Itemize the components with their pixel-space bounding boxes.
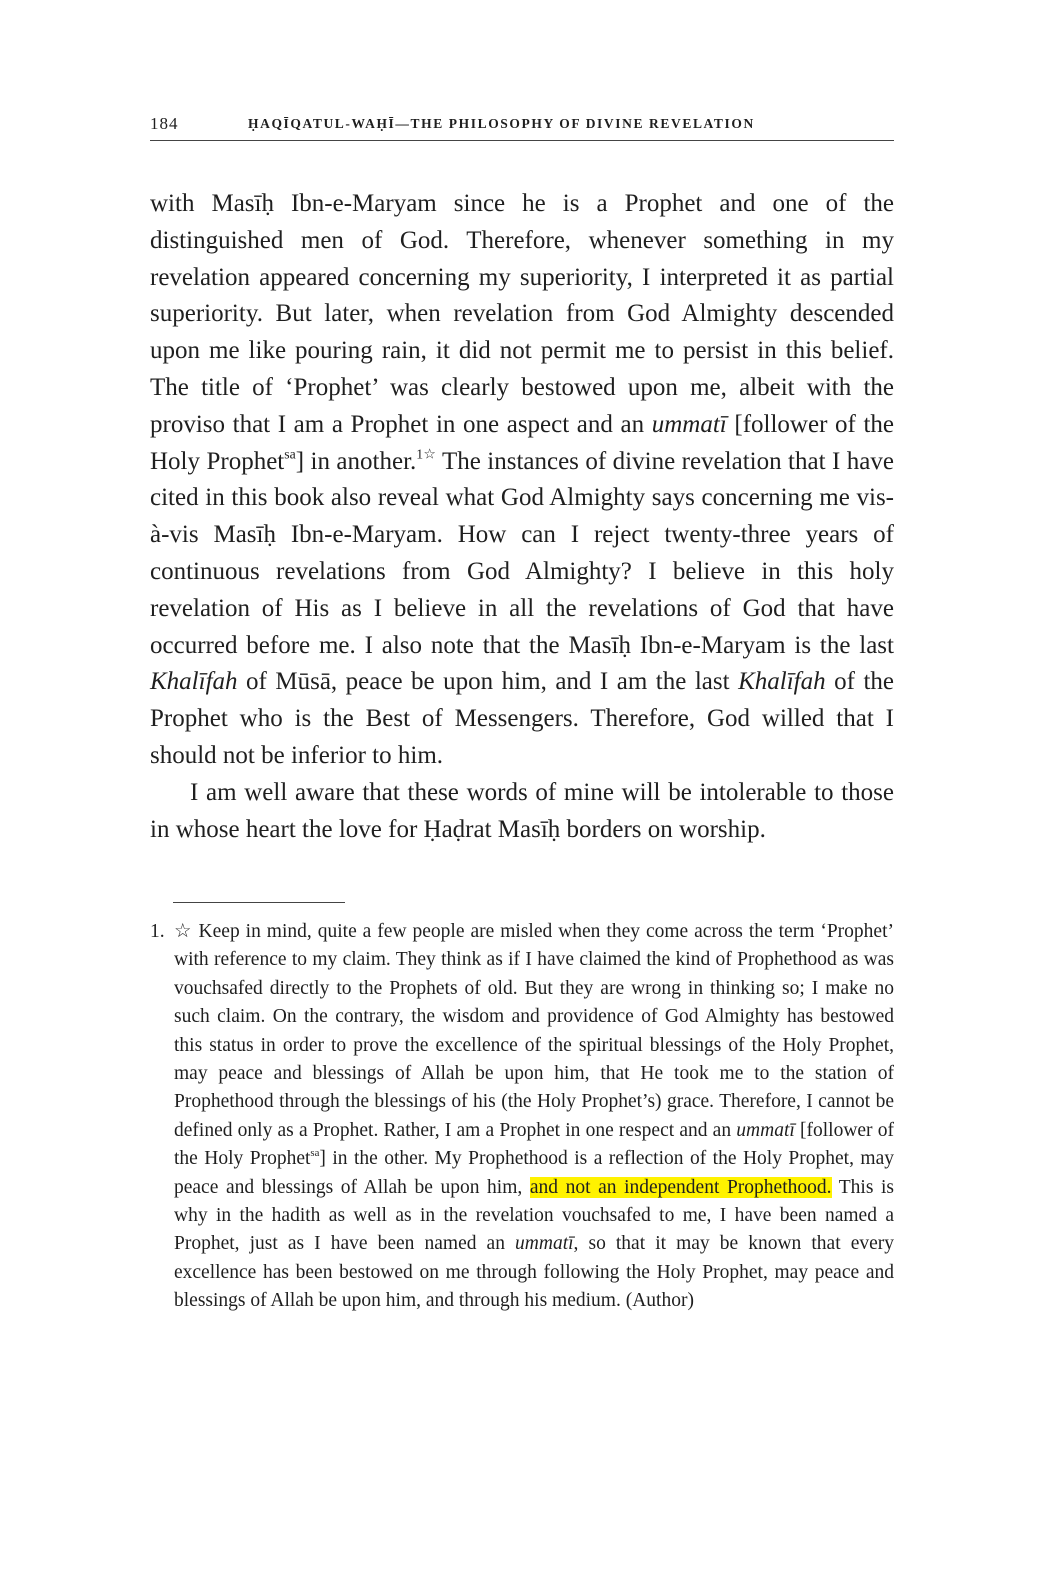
paragraph-1 (150, 186, 894, 775)
text-run: with Masīḥ Ibn-e-Maryam since he is a Prophet and one of the distinguished men of God. Therefore, whenever something in my revelation appeared concerning my superiority, I interpreted it as partial superiority. But later, when revelation from God Almighty descended upon me like pouring rain, it did not permit me to persist in this belief. The title of ‘Prophet’ was clearly bestowed upon me, albeit with the proviso that I am a Prophet in one aspect and an (150, 190, 894, 438)
text-run: of Mūsā, peace be upon him, and I am the last (237, 668, 739, 696)
italic-term: ummatī (515, 1233, 574, 1255)
footnote-reference[interactable]: 1☆ (416, 446, 436, 462)
italic-term: ummatī (651, 410, 727, 438)
highlighted-text[interactable]: and not an independent Prophethood. (529, 1176, 832, 1198)
footnote-divider (173, 902, 345, 903)
footnote-number: 1. (150, 921, 165, 942)
text-run: ] in another. (295, 447, 417, 475)
honorific-superscript: sa (284, 446, 296, 462)
text-run: ] in the other. My Prophethood is a reflection of the Holy Prophet, may peace and blessings of Allah be upon him, (174, 1148, 895, 1198)
text-run: This is why in the hadith as well as in the revelation vouchsafed to me, I have been named a Prophet, just as I have been named an (174, 1176, 894, 1255)
text-run: The instances of divine revelation that I have cited in this book also reveal what God Almighty says concerning me vis-à-vis Masīḥ Ibn-e-Maryam. How can I reject twenty-three years of continuous revelations from God Almighty? I believe in this holy revelation of His as I believe in all the revelations of God that have occurred before me. I also note that the Masīḥ Ibn-e-Maryam is the last (150, 447, 895, 659)
text-run: [follower of the Holy Prophet (150, 410, 894, 475)
text-run: [follower of the Holy Prophet (174, 1119, 894, 1170)
italic-term: ummatī (736, 1119, 795, 1141)
star-icon: ☆ (174, 921, 193, 942)
footnote-1 (150, 918, 894, 1316)
text-run: Keep in mind, quite a few people are misled when they come across the term ‘Prophet’ with reference to my claim. They think as if I have claimed the kind of Prophethood as was vouchsafed directly to the Prophets of old. But they are wrong in thinking so; I make no such claim. On the contrary, the wisdom and providence of God Almighty has bestowed this status in order to prove the excellence of the spiritual blessings of the Holy Prophet, may peace and blessings of Allah be upon him, that He took me to the station of Prophethood through the blessings of his (the Holy Prophet’s) grace. Therefore, I cannot be defined only as a Prophet. Rather, I am a Prophet in one respect and an (174, 921, 894, 1141)
text-run: of the Prophet who is the Best of Messengers. Therefore, God willed that I should not be inferior to him. (150, 668, 894, 769)
italic-term: Khalīfah (150, 668, 238, 696)
italic-term: Khalīfah (738, 668, 826, 696)
honorific-superscript: sa (310, 1147, 320, 1160)
running-head-title: ḤAQĪQATUL-WAḤĪ—THE PHILOSOPHY OF DIVINE REVELATION (248, 116, 755, 131)
running-header (150, 112, 894, 141)
footnote-body (174, 918, 894, 1316)
paragraph-2: I am well aware that these words of mine will be intolerable to those in whose heart the love for Ḥaḍrat Masīḥ borders on worship. (150, 778, 894, 843)
main-text (150, 186, 894, 848)
page-number: 184 (150, 114, 179, 133)
text-run: , so that it may be known that every excellence has been bestowed on me through following the Holy Prophet, may peace and blessings of Allah be upon him, and through his medium. (Author) (174, 1233, 894, 1312)
